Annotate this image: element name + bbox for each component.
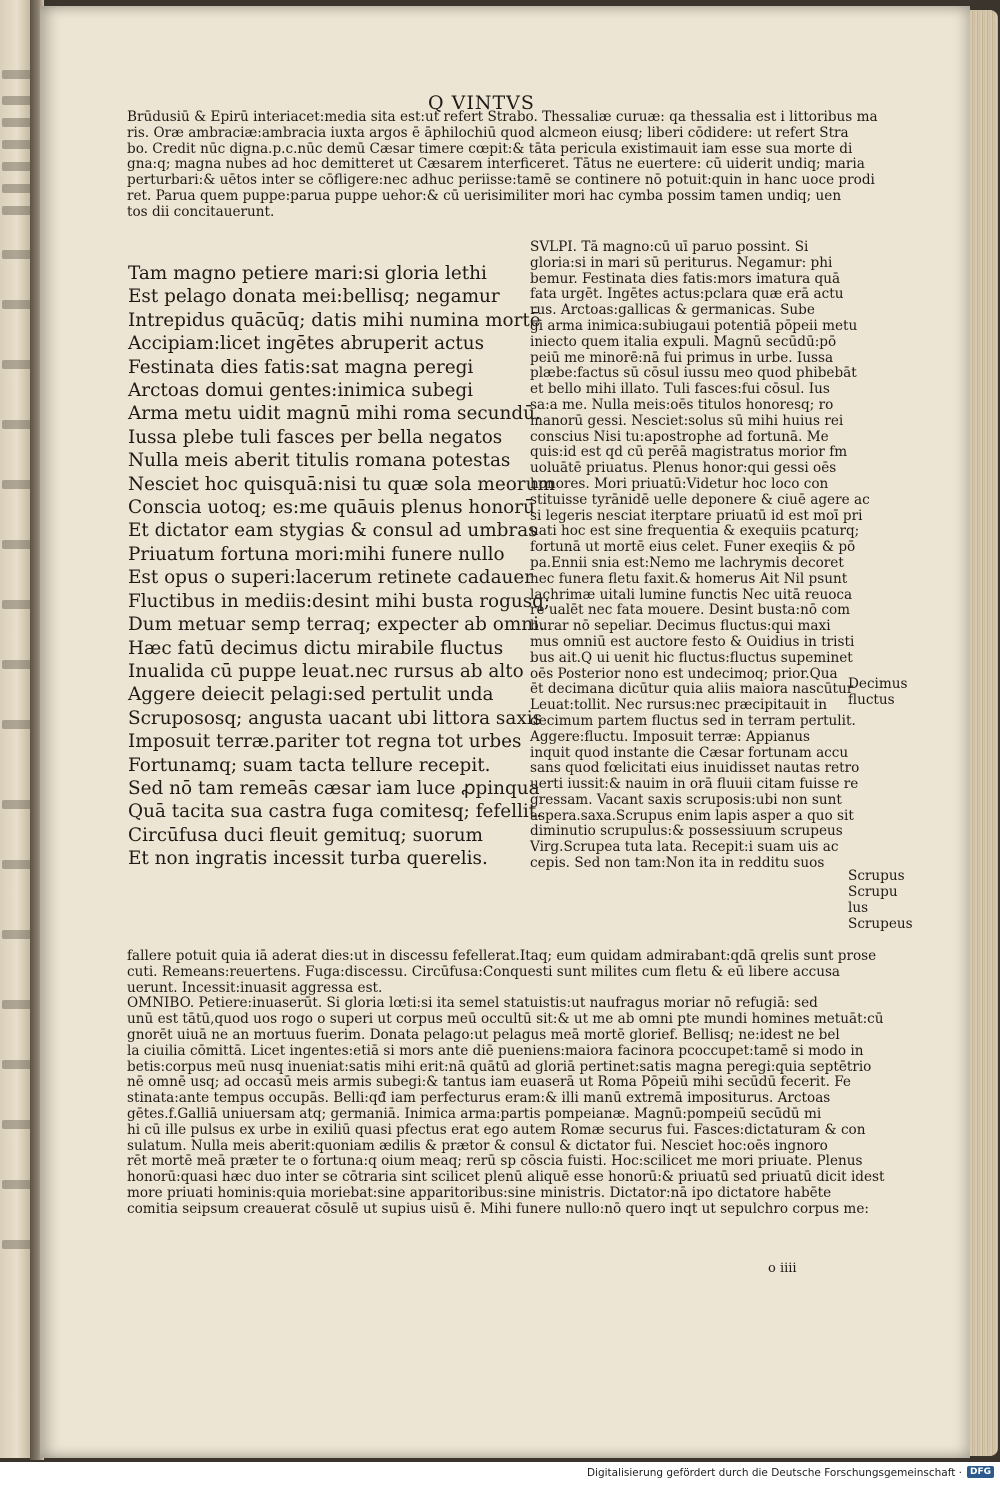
commentary-line: uerunt. Incessit:inuasit aggressa est. [127, 979, 383, 996]
margin-note-decimus [848, 676, 908, 708]
verse-line: Tam magno petiere mari:si gloria lethi [128, 263, 487, 284]
commentary-right [530, 240, 870, 872]
commentary-line: nec funera fletu faxit.& homerus Ait Nil psunt [530, 570, 848, 587]
verse-line: Accipiam:licet ingētes abruperit actus [128, 333, 485, 355]
commentary-line: sans quod fœlicitati eius inuidisset nautas retro [530, 760, 860, 777]
commentary-line: et bello mihi illato. Tuli fasces:fui cōsul. Ius [530, 381, 830, 398]
commentary-line: diminutio scrupulus:& possessiuum scrupeus [530, 823, 843, 840]
commentary-line: honorū:quasi hæc duo inter se cōtraria sint scilicet plenū aliquē esse honorū:& priuatū sed priuatū dicit idest [127, 1169, 885, 1186]
verse-line: Dum metuar semp terraq; expecter ab omni. [128, 614, 545, 636]
commentary-line: unū est tātū,quod uos rogo o superi ut corpus meū occultū sit:& ut me ab omni pte mundi homines metuāt:cū [127, 1011, 884, 1028]
verse-line: Quā tacita sua castra fuga comitesq; fefellit. [128, 801, 542, 823]
commentary-line: oēs Posterior nono est undecimoq; prior.Qua [530, 665, 838, 682]
verse-line: Fortunamq; suam tacta tellure recepit. [128, 754, 491, 776]
commentary-line: la ciuilia cōmittā. Licet ingentes:etiā si mors ante diē pueniens:maiora facinora pcoccupet:tamē si modo in [127, 1042, 864, 1059]
commentary-line: si legeris nesciat iterptare priuatū id est moī pri [530, 507, 863, 524]
commentary-line: bo. Credit nūc digna.p.c.nūc demū Cæsar timere cœpit:& tāta pericula existimauit iam esse sua morte di [127, 140, 853, 157]
verse-line: Est opus o superi:lacerum retinete cadauer [128, 567, 534, 589]
commentary-line: decimum partem fluctus sed in terram pertulit. [530, 712, 856, 729]
verse-line: Sed nō tam remeās cæsar iam luce ꝓpinqua [128, 777, 540, 799]
commentary-line: Brūdusiū & Epirū interiacet:media sita est:ut refert Strabo. Thessaliæ curuæ: qa thessalia est i littoribus ma [127, 109, 878, 125]
verse-text [128, 262, 555, 871]
commentary-line: ēt decimana dicūtur quia aliis maiora nascūtur [530, 681, 854, 698]
funding-credit: Digitalisierung gefördert durch die Deutsche Forschungsgemeinschaft · [586, 1467, 962, 1479]
commentary-line: mus omniū est auctore festo & Ouidius in tristi [530, 633, 855, 650]
dfg-logo: DFG [967, 1466, 994, 1478]
commentary-line: uoluātē priuatus. Plenus honor:qui gessi oēs [530, 460, 837, 477]
running-head: Q VINTVS [428, 92, 535, 114]
commentary-line: sa:a me. Nulla meis:oēs titulos honoresq; ro [530, 396, 834, 413]
commentary-line: peiū me minorē:nā fui primus in urbe. Iussa [530, 349, 834, 366]
commentary-line: fallere potuit quia iā aderat dies:ut in discessu fefellerat.Itaq; eum quidam admirabant:qdā qrelis sunt prose [127, 948, 877, 964]
verse-line: Nulla meis aberit titulis romana potestas [128, 450, 511, 472]
commentary-line: nē omnē usq; ad occasū meis armis subegi:& tantus iam euaserā ut Roma Pōpeiū mihi secūdū fecerit. Fe [127, 1074, 851, 1091]
commentary-line: pa.Ennii snia est:Nemo me lachrymis decoret [530, 554, 844, 571]
commentary-line: gnorēt uiuā ne an mortuus fuerim. Donata pelago:ut pelagus meā mortē glorief. Bellisq; ne:idest ne bel [127, 1026, 840, 1043]
commentary-line: gna:q; magna nubes ad hoc demitteret ut Cæsarem interficeret. Tātus ne euertere: cū uiderit undiq; maria [127, 156, 865, 173]
commentary-line: more priuati hominis:quia moriebat:sine apparitoribus:sine ministris. Dictator:nā ipo dictatore habēte [127, 1184, 832, 1201]
commentary-line: lachrimæ uitali lumine functis Nec uitā reuoca [530, 586, 853, 603]
page-edges [968, 10, 998, 1456]
margin-note-line: Decimus [848, 676, 908, 692]
verse-line: Scrupososq; angusta uacant ubi littora saxis [128, 707, 543, 729]
commentary-line: gressam. Vacant saxis scruposis:ubi non sunt [530, 791, 842, 808]
commentary-line: fortunā ut mortē eius celet. Funer exeqiis & pō [530, 539, 856, 556]
verse-line: Et non ingratis incessit turba querelis. [128, 848, 488, 870]
facing-page-edge [0, 0, 34, 1458]
verse-line: Intrepidus quācūq; datis mihi numina mortē [128, 309, 541, 331]
signature-mark: o iiii [768, 1261, 797, 1276]
commentary-line: sulatum. Nulla meis aberit:quoniam ædilis & prætor & consul & dictator fui. Nesciet hoc:oēs ingnoro [127, 1137, 828, 1154]
commentary-line: burar nō sepeliar. Decimus fluctus:qui maxi [530, 618, 831, 635]
commentary-line: manorū gessi. Nesciet:solus sū mihi huius rei [530, 412, 844, 429]
margin-note-line: Scrupeus [848, 916, 913, 932]
margin-note-line: lus [848, 900, 869, 916]
commentary-line: honores. Mori priuatū:Videtur hoc loco con [530, 475, 829, 492]
commentary-line: betis:corpus meū nusq inueniat:satis mihi erit:nā quātū ad gloriā pertinet:satis magna peregi:quia septētrio [127, 1058, 872, 1075]
commentary-line: fata urgēt. Ingētes actus:pclara quæ erā actu [530, 286, 844, 303]
margin-note-line: Scrupu [848, 884, 898, 900]
margin-note-line: Scrupus [848, 868, 905, 884]
commentary-line: SVLPI. Tā magno:cū uī paruo possint. Si [530, 239, 809, 255]
commentary-line: uati hoc est sine frequentia & exequiis pcaturq; [530, 523, 860, 540]
commentary-line: uerti iussit:& nauim in orā fluuii citam fuisse re [530, 776, 859, 793]
verse-line: Arma metu uidit magnū mihi roma secundū. [128, 403, 541, 425]
verse-line: Iussa plebe tuli fasces per bella negatos [128, 426, 503, 448]
commentary-line: OMNIBO. Petiere:inuaserūt. Si gloria lœti:si ita semel statuistis:ut naufragus moriar nō refugiā: sed [127, 995, 818, 1012]
commentary-line: ret. Parua quem puppe:parua puppe uehor:& cū uerisimiliter mori hac cymba possim tamen undiq; uen [127, 187, 842, 204]
verse-line: Nesciet hoc quisquā:nisi tu quæ sola meorum [128, 473, 555, 495]
commentary-line: stituisse tyrānidē uelle deponere & ciuē agere ac [530, 491, 870, 508]
commentary-line: Virg.Scrupea tuta lata. Recepit:i suam uis ac [530, 839, 839, 856]
commentary-line: plæbe:factus sū cōsul iussu meo quod phibebāt [530, 365, 857, 382]
commentary-line: re ualēt nec fata mouere. Desint busta:nō com [530, 602, 851, 619]
commentary-line: tos dii concitauerunt. [127, 203, 275, 220]
commentary-line: gloria:si in mari sū periturus. Negamur: phi [530, 254, 833, 271]
commentary-line: ris. Oræ ambraciæ:ambracia iuxta argos ē āphilochiū quod alcmeon eiusq; liberi cōdidere: ut refert Stra [127, 124, 849, 141]
commentary-line: rus. Arctoas:gallicas & germanicas. Sube [530, 302, 815, 319]
verse-line: Aggere deiecit pelagi:sed pertulit unda [128, 684, 494, 706]
footer-bar [0, 1462, 1000, 1485]
verse-line: Hæc fatū decimus dictu mirabile fluctus [128, 637, 504, 659]
commentary-line: iniecto quem italia expuli. Magnū secūdū:pō [530, 333, 837, 350]
verse-line: Priuatum fortuna mori:mihi funere nullo [128, 543, 505, 565]
commentary-line: perturbari:& uētos inter se cōfligere:nec adhuc periisse:tamē se continere nō potuit:quin in hanc uoce prodi [127, 172, 875, 189]
verse-line: Circūfusa duci fleuit gemituq; suorum [128, 824, 483, 846]
verse-line: Est pelago donata mei:bellisq; negamur [128, 286, 500, 308]
verse-line: Inualida cū puppe leuat.nec rursus ab alto [128, 660, 524, 682]
verse-line: Festinata dies fatis:sat magna peregi [128, 356, 474, 378]
commentary-line: conscius Nisi tu:apostrophe ad fortunā. Me [530, 428, 829, 445]
commentary-line: comitia seipsum creauerat cōsulē ut supius uisū ē. Mihi funere nullo:nō quero inqt ut sepulchro corpus me: [127, 1200, 869, 1217]
verse-line: Imposuit terræ.pariter tot regna tot urbes [128, 731, 522, 753]
commentary-bottom [127, 949, 885, 1218]
commentary-line: gētes.f.Galliā uniuersam atq; germaniā. Inimica arma:partis pompeianæ. Magnū:pompeiū secūdū mi [127, 1105, 822, 1122]
commentary-line: bus ait.Q ui uenit hic fluctus:fluctus supeminet [530, 649, 853, 666]
commentary-line: gi arma inimica:subiugaui potentiā pōpeii metu [530, 317, 858, 334]
commentary-line: Leuat:tollit. Nec rursus:nec præcipitauit in [530, 697, 827, 714]
commentary-line: rēt mortē meā præter te o fortuna:q oium meaq; rerū sp cōscia fuisti. Hoc:scilicet me mori priuate. Plenus [127, 1153, 863, 1170]
verse-line: Arctoas domui gentes:inimica subegi [128, 380, 473, 402]
margin-note-scrupus [848, 868, 913, 932]
commentary-line: cuti. Remeans:reuertens. Fuga:discessu. Circūfusa:Conquesti sunt milites cum fletu & eū libere accusa [127, 963, 841, 980]
commentary-line: cepis. Sed non tam:Non ita in redditu suos [530, 855, 825, 872]
margin-note-line: fluctus [848, 692, 895, 708]
verse-line: Et dictator eam stygias & consul ad umbras [128, 520, 538, 542]
commentary-line: aspera.saxa.Scrupus enim lapis asper a quo sit [530, 807, 854, 824]
printed-page [40, 6, 970, 1458]
commentary-line: stinata:ante tempus occupās. Belli:qđ iam perfecturus eram:& illi manū extremā impositurus. Arctoas [127, 1090, 831, 1107]
commentary-line: inquit quod instante die Cæsar fortunam accu [530, 744, 849, 761]
verse-line: Fluctibus in mediis:desint mihi busta rogusq; [128, 590, 551, 612]
commentary-line: hi cū ille pulsus ex urbe in exiliū quasi pfectus erat ego autem Romæ securus fui. Fasces:dictaturam & con [127, 1121, 866, 1138]
commentary-top [127, 110, 878, 221]
commentary-line: quis:id est qd cū perēā magistratus morior fm [530, 444, 848, 461]
commentary-line: Aggere:fluctu. Imposuit terræ: Appianus [530, 728, 811, 745]
commentary-line: bemur. Festinata dies fatis:mors imatura quā [530, 270, 841, 287]
verse-line: Conscia uotoq; es:me quāuis plenus honorū [128, 497, 535, 519]
